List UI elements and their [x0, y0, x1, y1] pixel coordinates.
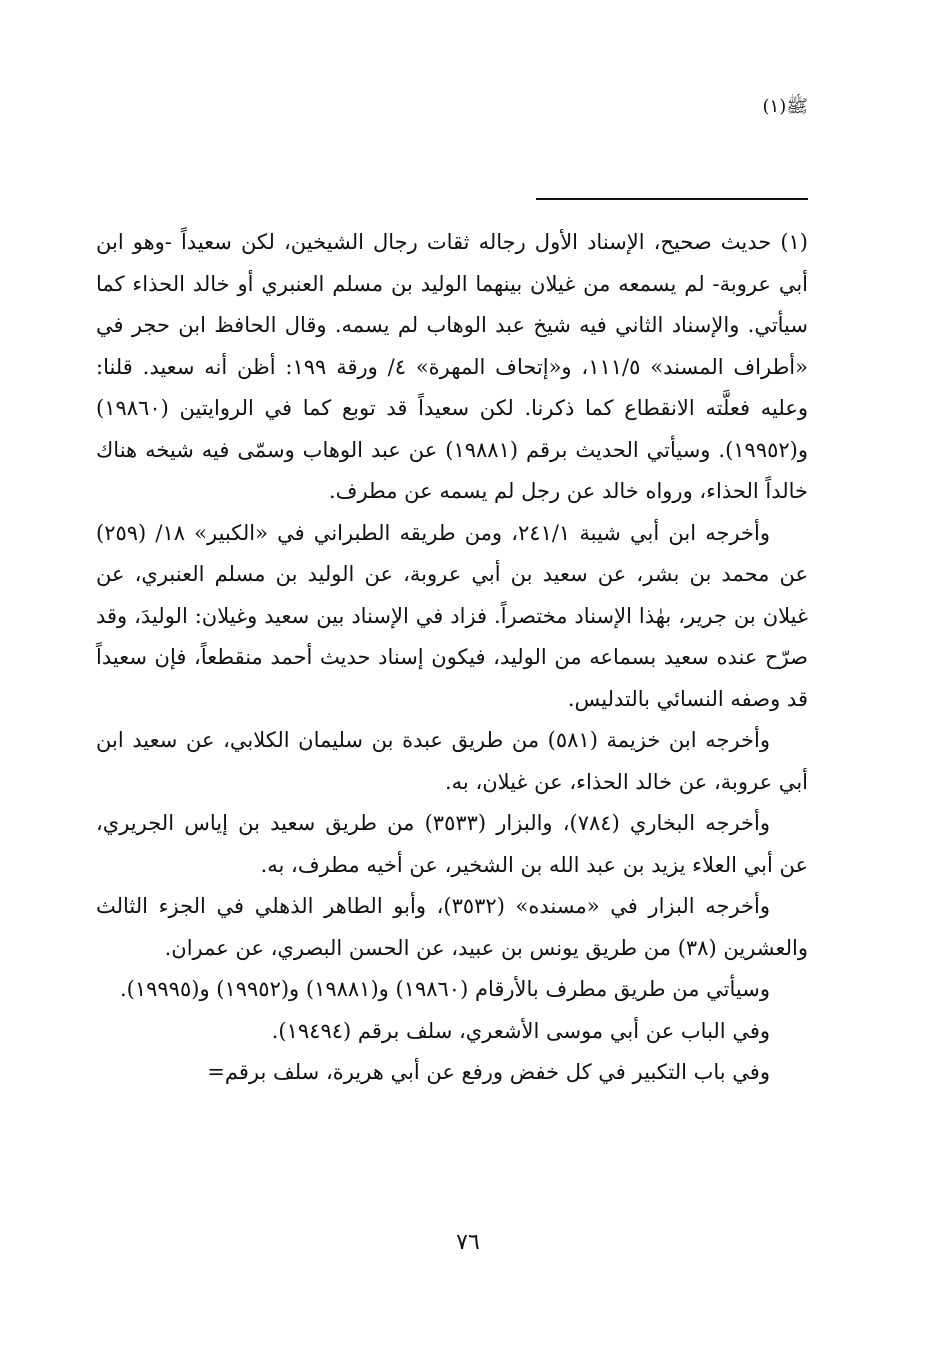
footnote-paragraph: وأخرجه البخاري (٧٨٤)، والبزار (٣٥٣٣) من طريق سعيد بن إياس الجريري، عن أبي العلاء يزيد بن عبد الله بن الشخير، عن أخيه مطرف، به. [96, 811, 808, 877]
footnote-paragraph: وفي الباب عن أبي موسى الأشعري، سلف برقم (١٩٤٩٤). [271, 1018, 770, 1043]
footnote-separator [536, 198, 808, 200]
footnote-paragraph [96, 222, 808, 513]
footnote-marker: (١) [780, 230, 808, 254]
footnote-text: حديث صحيح، الإسناد الأول رجاله ثقات رجال الشيخين، لكن سعيداً -وهو ابن أبي عروبة- لم يسمعه من غيلان بينهما الوليد بن مسلم العنبري أو خالد الحذاء كما سيأتي. والإسناد الثاني فيه شيخ عبد الوهاب لم يسمه. وقال الحافظ ابن حجر في «أطراف المسند» ١١١/٥، و«إتحاف المهرة» ٤/ ورقة ١٩٩: أظن أنه سعيد. قلنا: وعليه فعلَّته الانقطاع كما ذكرنا. لكن سعيداً قد توبع كما في الروايتين (١٩٨٦٠) و(١٩٩٥٢). وسيأتي الحديث برقم (١٩٨٨١) عن عبد الوهاب وسمّى فيه شيخه هناك خالداً الحذاء، ورواه خالد عن رجل لم يسمه عن مطرف. [96, 230, 809, 503]
footnotes-block [96, 222, 808, 1094]
footnote-paragraph: وأخرجه ابن أبي شيبة ٢٤١/١، ومن طريقه الطبراني في «الكبير» ١٨/ (٢٥٩) عن محمد بن بشر، عن سعيد بن أبي عروبة، عن الوليد بن مسلم العنبري، عن غيلان بن جرير، بهٰذا الإسناد مختصراً. فزاد في الإسناد بين سعيد وغيلان: الوليدَ، وقد صرّح عنده سعيد بسماعه من الوليد، فيكون إسناد حديث أحمد منقطعاً، فإن سعيداً قد وصفه النسائي بالتدليس. [96, 520, 808, 711]
footnote-reference: (١) [762, 96, 787, 117]
salawat-ligature: ﷺ [786, 96, 808, 117]
footnote-paragraph: وأخرجه ابن خزيمة (٥٨١) من طريق عبدة بن سليمان الكلابي، عن سعيد ابن أبي عروبة، عن خالد الحذاء، عن غيلان، به. [96, 728, 808, 794]
footnote-paragraph: وفي باب التكبير في كل خفض ورفع عن أبي هريرة، سلف برقم= [207, 1060, 770, 1084]
page-number: ٧٦ [456, 1230, 480, 1255]
honorific-line [763, 96, 808, 118]
footnote-paragraph: وأخرجه البزار في «مسنده» (٣٥٣٢)، وأبو الطاهر الذهلي في الجزء الثالث والعشرين (٣٨) من طريق يونس بن عبيد، عن الحسن البصري، عن عمران. [96, 894, 808, 960]
footnote-paragraph: وسيأتي من طريق مطرف بالأرقام (١٩٨٦٠) و(١٩٨٨١) و(١٩٩٥٢) و(١٩٩٩٥). [119, 977, 770, 1001]
